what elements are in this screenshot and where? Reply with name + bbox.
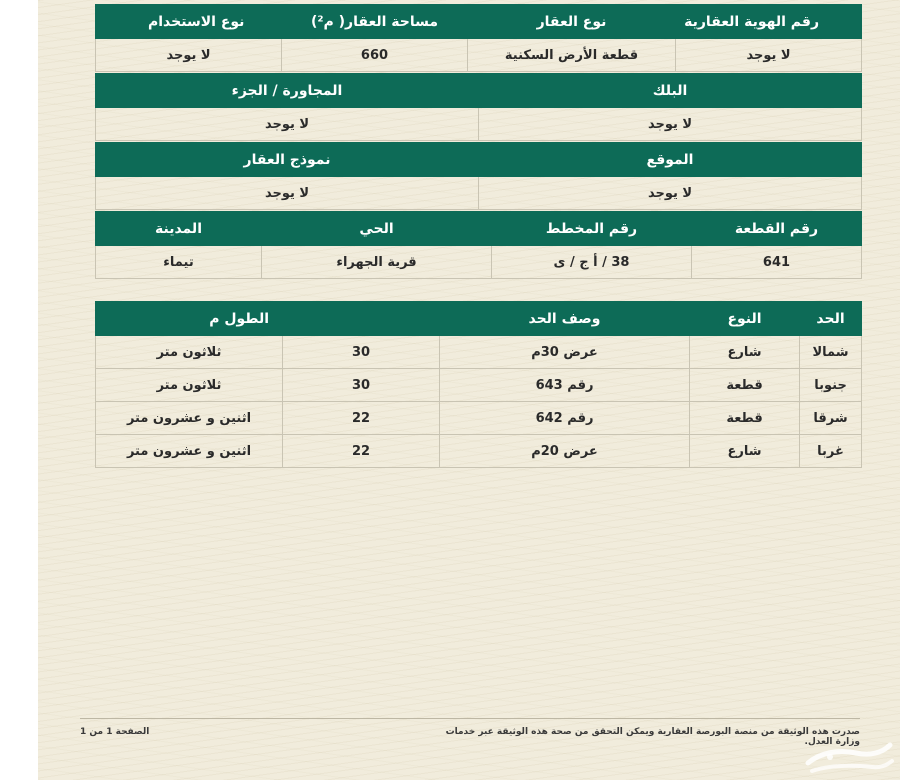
value-city: تيماء — [96, 246, 262, 279]
boundary-length-words: اثنين و عشرون متر — [96, 402, 283, 435]
plot-table — [95, 211, 862, 279]
boundary-type: شارع — [690, 336, 800, 369]
value-neighborhood-part: لا يوجد — [96, 108, 479, 141]
header-property-id: رقم الهوية العقارية — [676, 5, 862, 39]
header-boundary-side: الحد — [800, 302, 862, 336]
boundary-side: شرقا — [800, 402, 862, 435]
value-property-area: 660 — [282, 39, 468, 72]
value-district: قرية الجهراء — [262, 246, 492, 279]
boundary-type: قطعة — [690, 402, 800, 435]
footer-notice: صدرت هذه الوثيقة من منصة البورصة العقارية ويمكن التحقق من صحة هذه الوثيقة عبر خدمات وزارة العدل. — [445, 727, 860, 747]
boundary-side: شمالا — [800, 336, 862, 369]
header-boundary-length: الطول م — [96, 302, 440, 336]
value-property-type: قطعة الأرض السكنية — [468, 39, 676, 72]
header-property-model: نموذج العقار — [96, 143, 479, 177]
location-table — [95, 142, 862, 210]
boundary-type: قطعة — [690, 369, 800, 402]
header-plot-number: رقم القطعة — [692, 212, 862, 246]
document-page — [38, 0, 900, 780]
boundary-length: 22 — [283, 402, 440, 435]
property-table — [95, 4, 862, 72]
table-row — [96, 402, 862, 435]
boundary-description: عرض 30م — [440, 336, 690, 369]
boundary-length: 30 — [283, 336, 440, 369]
header-boundary-type: النوع — [690, 302, 800, 336]
header-property-type: نوع العقار — [468, 5, 676, 39]
block-table — [95, 73, 862, 141]
header-city: المدينة — [96, 212, 262, 246]
header-plan-number: رقم المخطط — [492, 212, 692, 246]
value-location: لا يوجد — [479, 177, 862, 210]
table-row — [96, 369, 862, 402]
boundary-side: جنوبا — [800, 369, 862, 402]
value-block: لا يوجد — [479, 108, 862, 141]
boundary-length: 22 — [283, 435, 440, 468]
boundary-type: شارع — [690, 435, 800, 468]
table-row — [96, 435, 862, 468]
value-property-model: لا يوجد — [96, 177, 479, 210]
boundary-length: 30 — [283, 369, 440, 402]
header-boundary-description: وصف الحد — [440, 302, 690, 336]
boundary-description: رقم 643 — [440, 369, 690, 402]
value-plot-number: 641 — [692, 246, 862, 279]
boundaries-table — [95, 301, 862, 468]
boundary-description: عرض 20م — [440, 435, 690, 468]
header-neighborhood-part: المجاورة / الجزء — [96, 74, 479, 108]
table-row — [96, 336, 862, 369]
header-district: الحي — [262, 212, 492, 246]
boundary-side: غربا — [800, 435, 862, 468]
boundary-length-words: اثنين و عشرون متر — [96, 435, 283, 468]
boundary-length-words: ثلاثون متر — [96, 336, 283, 369]
value-plan-number: 38 / أ ج / ى — [492, 246, 692, 279]
footer-divider — [80, 718, 860, 719]
header-usage-type: نوع الاستخدام — [96, 5, 282, 39]
header-property-area: مساحة العقار( م²) — [282, 5, 468, 39]
value-property-id: لا يوجد — [676, 39, 862, 72]
page-number: الصفحة 1 من 1 — [80, 727, 150, 737]
value-usage-type: لا يوجد — [96, 39, 282, 72]
boundary-length-words: ثلاثون متر — [96, 369, 283, 402]
header-location: الموقع — [479, 143, 862, 177]
header-block: البلك — [479, 74, 862, 108]
watermark-logo-icon — [800, 735, 896, 777]
boundary-description: رقم 642 — [440, 402, 690, 435]
